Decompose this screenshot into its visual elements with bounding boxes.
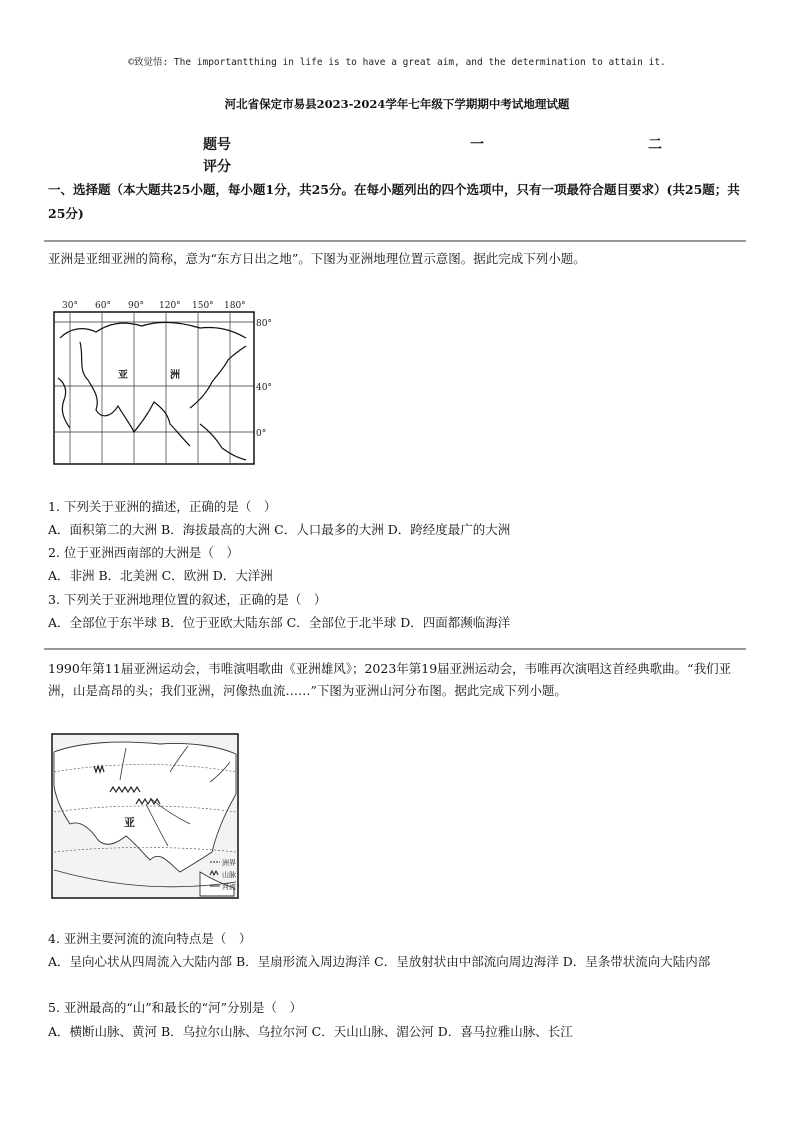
- question-4-options: A．呈向心状从四周流入大陆内部 B．呈扇形流入周边海洋 C．呈放射状由中部流向周边海洋 D．呈条带状流向大陆内部: [48, 954, 711, 969]
- map-region-label: 亚: [124, 816, 135, 829]
- map-lon-label: 90°: [128, 301, 144, 311]
- divider: [44, 648, 746, 650]
- map-frame: [54, 312, 254, 464]
- score-table-col-2: 二: [648, 137, 662, 153]
- question-2-options: A．非洲 B．北美洲 C．欧洲 D．大洋洲: [48, 568, 273, 583]
- map-lat-label: 40°: [256, 383, 272, 393]
- question-2-stem: 2. 位于亚洲西南部的大洲是（ ）: [48, 545, 239, 560]
- document-title: 河北省保定市易县2023-2024学年七年级下学期期中考试地理试题: [224, 97, 570, 111]
- motto-text: ©致觉悟: The importantthing in life is to have a great aim, and the determination to attain it.: [128, 57, 666, 68]
- question-1-stem: 1. 下列关于亚洲的描述，正确的是（ ）: [48, 499, 277, 514]
- score-table-col-1: 一: [470, 137, 484, 153]
- map-lon-label: 60°: [95, 301, 111, 311]
- divider: [44, 240, 746, 242]
- map-lon-label: 30°: [62, 301, 78, 311]
- question-1-options: A．面积第二的大洲 B．海拔最高的大洲 C．人口最多的大洲 D．跨经度最广的大洲: [48, 522, 511, 537]
- question-4-stem: 4. 亚洲主要河流的流向特点是（ ）: [48, 931, 252, 946]
- map-region-label: 洲: [170, 370, 180, 381]
- question-3-options: A．全部位于东半球 B．位于亚欧大陆东部 C．全部位于北半球 D．四面都濒临海洋: [48, 615, 511, 630]
- legend-label: 洲界: [222, 859, 236, 867]
- section-1-title: 一、选择题（本大题共25小题，每小题1分，共25分。在每小题列出的四个选项中，只有一项最符合题目要求）(共25题；共25分): [48, 182, 740, 221]
- score-table-row-label: 题号: [203, 137, 231, 153]
- question-5-stem: 5. 亚洲最高的“山”和最长的“河”分别是（ ）: [48, 1000, 302, 1015]
- legend-label: 河流: [222, 883, 236, 891]
- question-3-stem: 3. 下列关于亚洲地理位置的叙述，正确的是（ ）: [48, 592, 327, 607]
- asia-location-map: [50, 298, 278, 470]
- map-lon-label: 120°: [159, 301, 181, 311]
- score-table-score-label: 评分: [203, 159, 231, 175]
- map-region-label: 亚: [118, 370, 128, 381]
- map-lat-label: 80°: [256, 319, 272, 329]
- question-5-options: A．横断山脉、黄河 B．乌拉尔山脉、乌拉尔河 C．天山山脉、湄公河 D．喜马拉雅山脉、长江: [48, 1024, 573, 1039]
- legend-label: 山脉: [222, 871, 236, 879]
- map-lon-label: 150°: [192, 301, 214, 311]
- asia-mountains-rivers-map: [50, 732, 240, 900]
- map-lat-label: 0°: [256, 429, 267, 439]
- group-2-intro: 1990年第11届亚洲运动会，韦唯演唱歌曲《亚洲雄风》；2023年第19届亚洲运动会，韦唯再次演唱这首经典歌曲。“我们亚洲，山是高昂的头；我们亚洲，河像热血流……”下图为亚洲山河分布图。据此完成下列小题。: [48, 661, 732, 698]
- group-1-intro: 亚洲是亚细亚洲的简称，意为“东方日出之地”。下图为亚洲地理位置示意图。据此完成下列小题。: [48, 251, 586, 266]
- map-lon-label: 180°: [224, 301, 246, 311]
